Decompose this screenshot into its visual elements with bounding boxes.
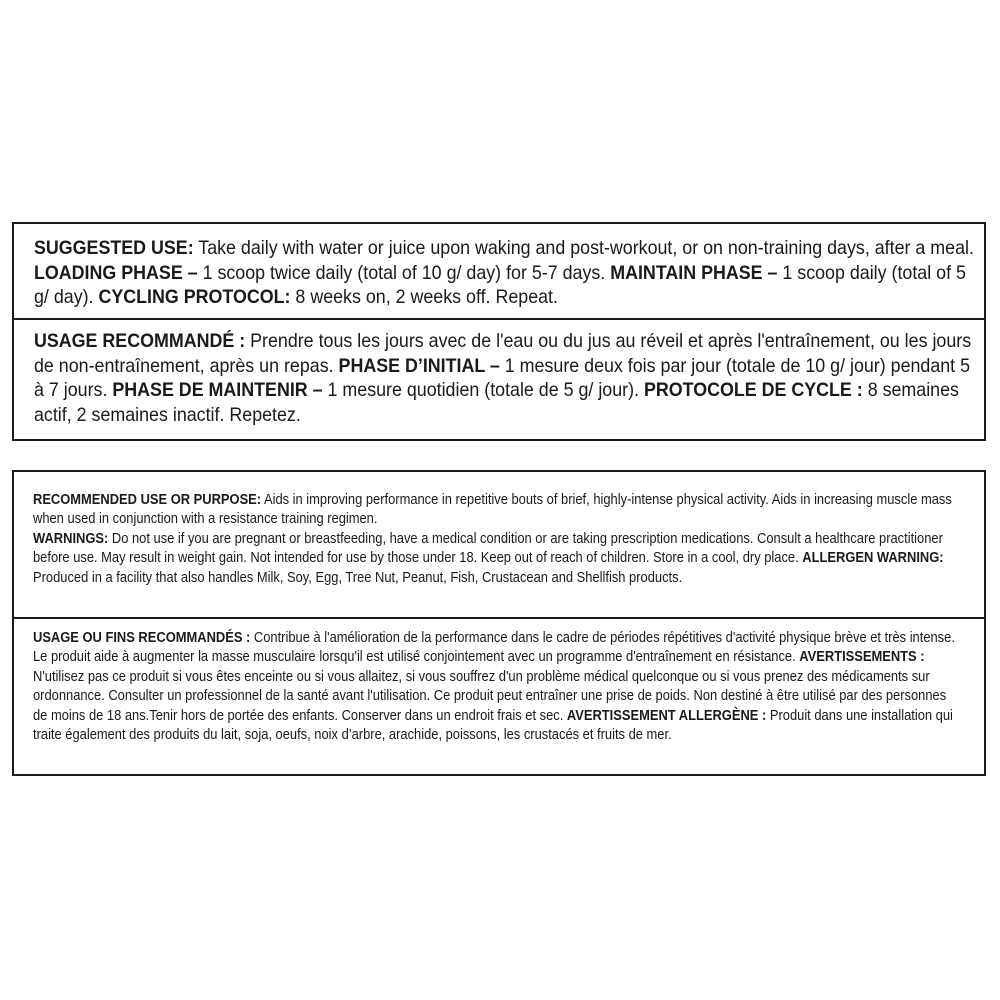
suggested-use-english bbox=[34, 237, 984, 311]
avertissement-allergene-heading: AVERTISSEMENT ALLERGÈNE : bbox=[566, 706, 767, 724]
loading-phase-heading: LOADING PHASE – bbox=[34, 262, 198, 284]
warnings-heading: WARNINGS: bbox=[33, 529, 109, 547]
protocole-cycle-heading: PROTOCOLE DE CYCLE : bbox=[643, 380, 863, 401]
maintain-phase-text: 1 scoop daily (total of 5 g/ day). bbox=[34, 262, 966, 308]
section-divider bbox=[14, 617, 984, 619]
phase-initial-text: 1 mesure deux fois par jour (totale de 10 g/ jour) pendant 5 à 7 jours. bbox=[34, 355, 971, 401]
section-divider bbox=[14, 318, 984, 320]
avertissements-heading: AVERTISSEMENTS : bbox=[799, 648, 925, 666]
avertissement-allergene-text: Produit dans une installation qui traite également des produits du lait, soja, oeufs, noix d’arbre, arachide, poissons, les crustacés et fruits de mer. bbox=[33, 706, 953, 744]
recommended-use-text: Aids in improving performance in repetitive bouts of brief, highly-intense physical activity. Aids in increasing muscle mass when used in conjunction with a resistance training regimen. bbox=[33, 491, 952, 528]
avertissements-text: N'utilisez pas ce produit si vous êtes enceinte ou si vous allaitez, si vous souffrez d'un problème médical quelconque ou si vous prenez des médicaments sur ordonnance. Consulter un professionnel de la santé avant l'utilisation. Ce produit peut entraîner une prise de poids. Non destiné à être utilisé par des personnes de moins de 18 ans.Tenir hors de portée des enfants. Conserver dans un endroit frais et sec. bbox=[33, 667, 947, 724]
suggested-use-heading: SUGGESTED USE: bbox=[34, 238, 194, 259]
recommended-use-heading: RECOMMENDED USE OR PURPOSE: bbox=[33, 491, 262, 508]
protocole-cycle-text: 8 semaines actif, 2 semaines inactif. Repetez. bbox=[34, 380, 959, 426]
suggested-use-french bbox=[34, 330, 984, 428]
phase-maintenir-text: 1 mesure quotidien (totale de 5 g/ jour). bbox=[322, 380, 644, 401]
recommended-use-french bbox=[33, 628, 984, 744]
usage-fins-heading: USAGE OU FINS RECOMMANDÉS : bbox=[33, 629, 251, 646]
usage-recommande-text: Prendre tous les jours avec de l'eau ou du jus au réveil et après l'entraînement, ou les jours de non-entraînement, après un repas. bbox=[34, 331, 972, 377]
suggested-use-text: Take daily with water or juice upon waking and post-workout, or on non-training days, after a meal. bbox=[193, 238, 974, 259]
recommended-use-panel bbox=[12, 470, 986, 776]
loading-phase-text: 1 scoop twice daily (total of 10 g/ day) for 5-7 days. bbox=[197, 262, 611, 284]
recommended-use-english bbox=[33, 490, 984, 587]
suggested-use-panel bbox=[12, 222, 986, 441]
allergen-warning-text: Produced in a facility that also handles Milk, Soy, Egg, Tree Nut, Peanut, Fish, Crustacean and Shellfish products. bbox=[33, 568, 683, 586]
warnings-text: Do not use if you are pregnant or breastfeeding, have a medical condition or are taking prescription medications. Consult a healthcare practitioner before use. May result in weight gain. Not intended for use by those under 18. Keep out of reach of children. Store in a cool, dry place. bbox=[33, 529, 943, 567]
phase-initial-heading: PHASE D’INITIAL – bbox=[338, 355, 500, 377]
phase-maintenir-heading: PHASE DE MAINTENIR – bbox=[112, 380, 323, 401]
maintain-phase-heading: MAINTAIN PHASE – bbox=[610, 262, 778, 284]
usage-recommande-heading: USAGE RECOMMANDÉ : bbox=[34, 331, 246, 352]
usage-fins-text: Contribue à l'amélioration de la performance dans le cadre de périodes répétitives d'activité physique brève et très intense. Le produit aide à augmenter la masse musculaire lorsqu'il est utilisé conjointement avec un programme d'entraînement en résistance. bbox=[33, 629, 955, 666]
cycling-protocol-text: 8 weeks on, 2 weeks off. Repeat. bbox=[290, 287, 558, 308]
allergen-warning-heading: ALLERGEN WARNING: bbox=[802, 549, 944, 567]
cycling-protocol-heading: CYCLING PROTOCOL: bbox=[98, 287, 291, 308]
